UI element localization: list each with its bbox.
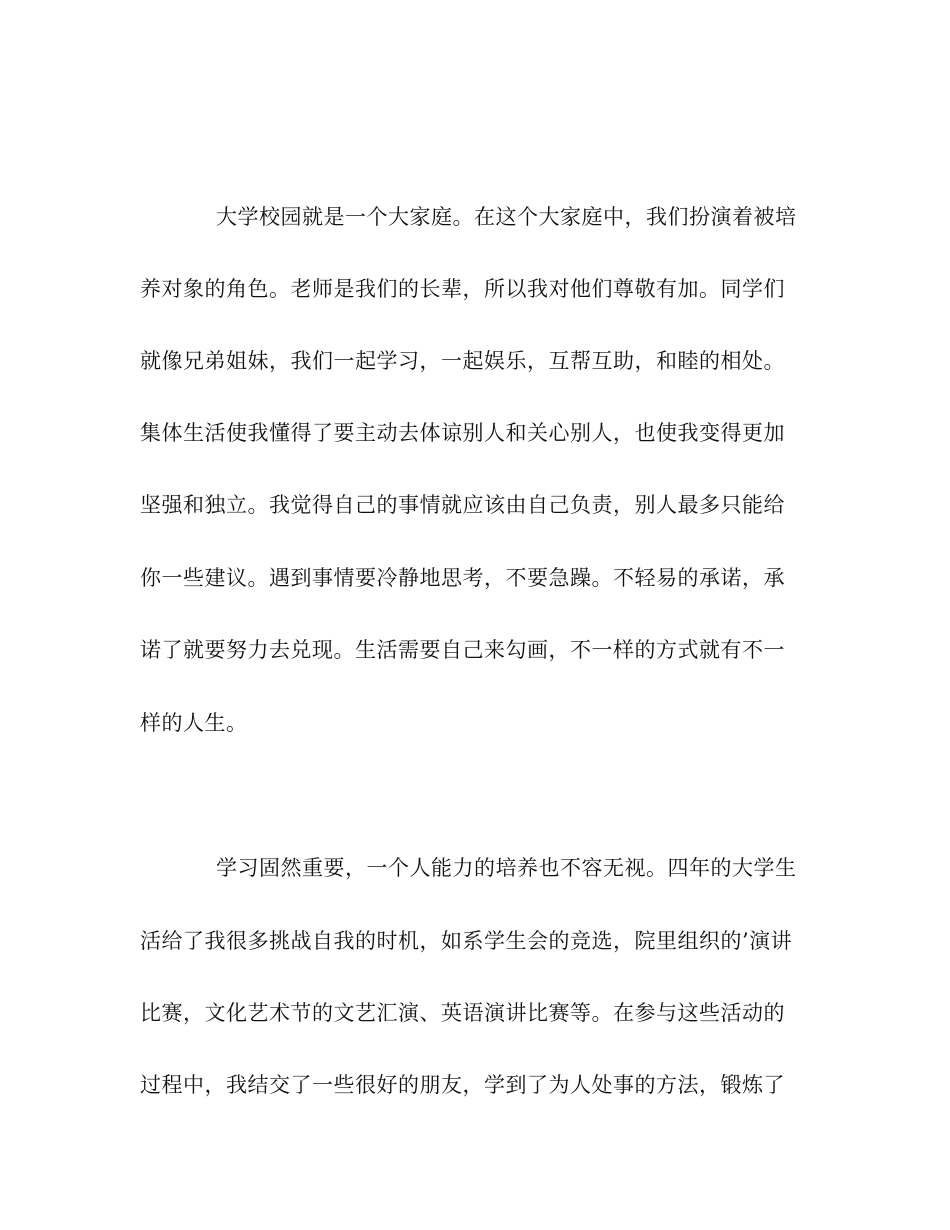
paragraph-line: 养对象的角色。老师是我们的长辈，所以我对他们尊敬有加。同学们 [140, 277, 785, 301]
paragraph-line: 学习固然重要，一个人能力的培养也不容无视。四年的大学生 [216, 856, 797, 880]
paragraph-line: 诺了就要努力去兑现。生活需要自己来勾画，不一样的方式就有不一 [140, 638, 785, 662]
paragraph-line: 活给了我很多挑战自我的时机，如系学生会的竞选，院里组织的’演讲 [140, 929, 793, 953]
paragraph-line: 集体生活使我懂得了要主动去体谅别人和关心别人，也使我变得更加 [140, 421, 785, 445]
paragraph-line: 比赛，文化艺术节的文艺汇演、英语演讲比赛等。在参与这些活动的 [140, 1001, 785, 1025]
paragraph-line: 坚强和独立。我觉得自己的事情就应该由自己负责，别人最多只能给 [140, 493, 785, 517]
paragraph-line: 过程中，我结交了一些很好的朋友，学到了为人处事的方法，锻炼了 [140, 1073, 785, 1097]
paragraph-line: 样的人生。 [140, 711, 248, 735]
paragraph-line: 就像兄弟姐妹，我们一起学习，一起娱乐，互帮互助，和睦的相处。 [140, 349, 785, 373]
paragraph-line: 大学校园就是一个大家庭。在这个大家庭中，我们扮演着被培 [216, 205, 797, 229]
paragraph-line: 你一些建议。遇到事情要冷静地思考，不要急躁。不轻易的承诺，承 [140, 566, 785, 590]
